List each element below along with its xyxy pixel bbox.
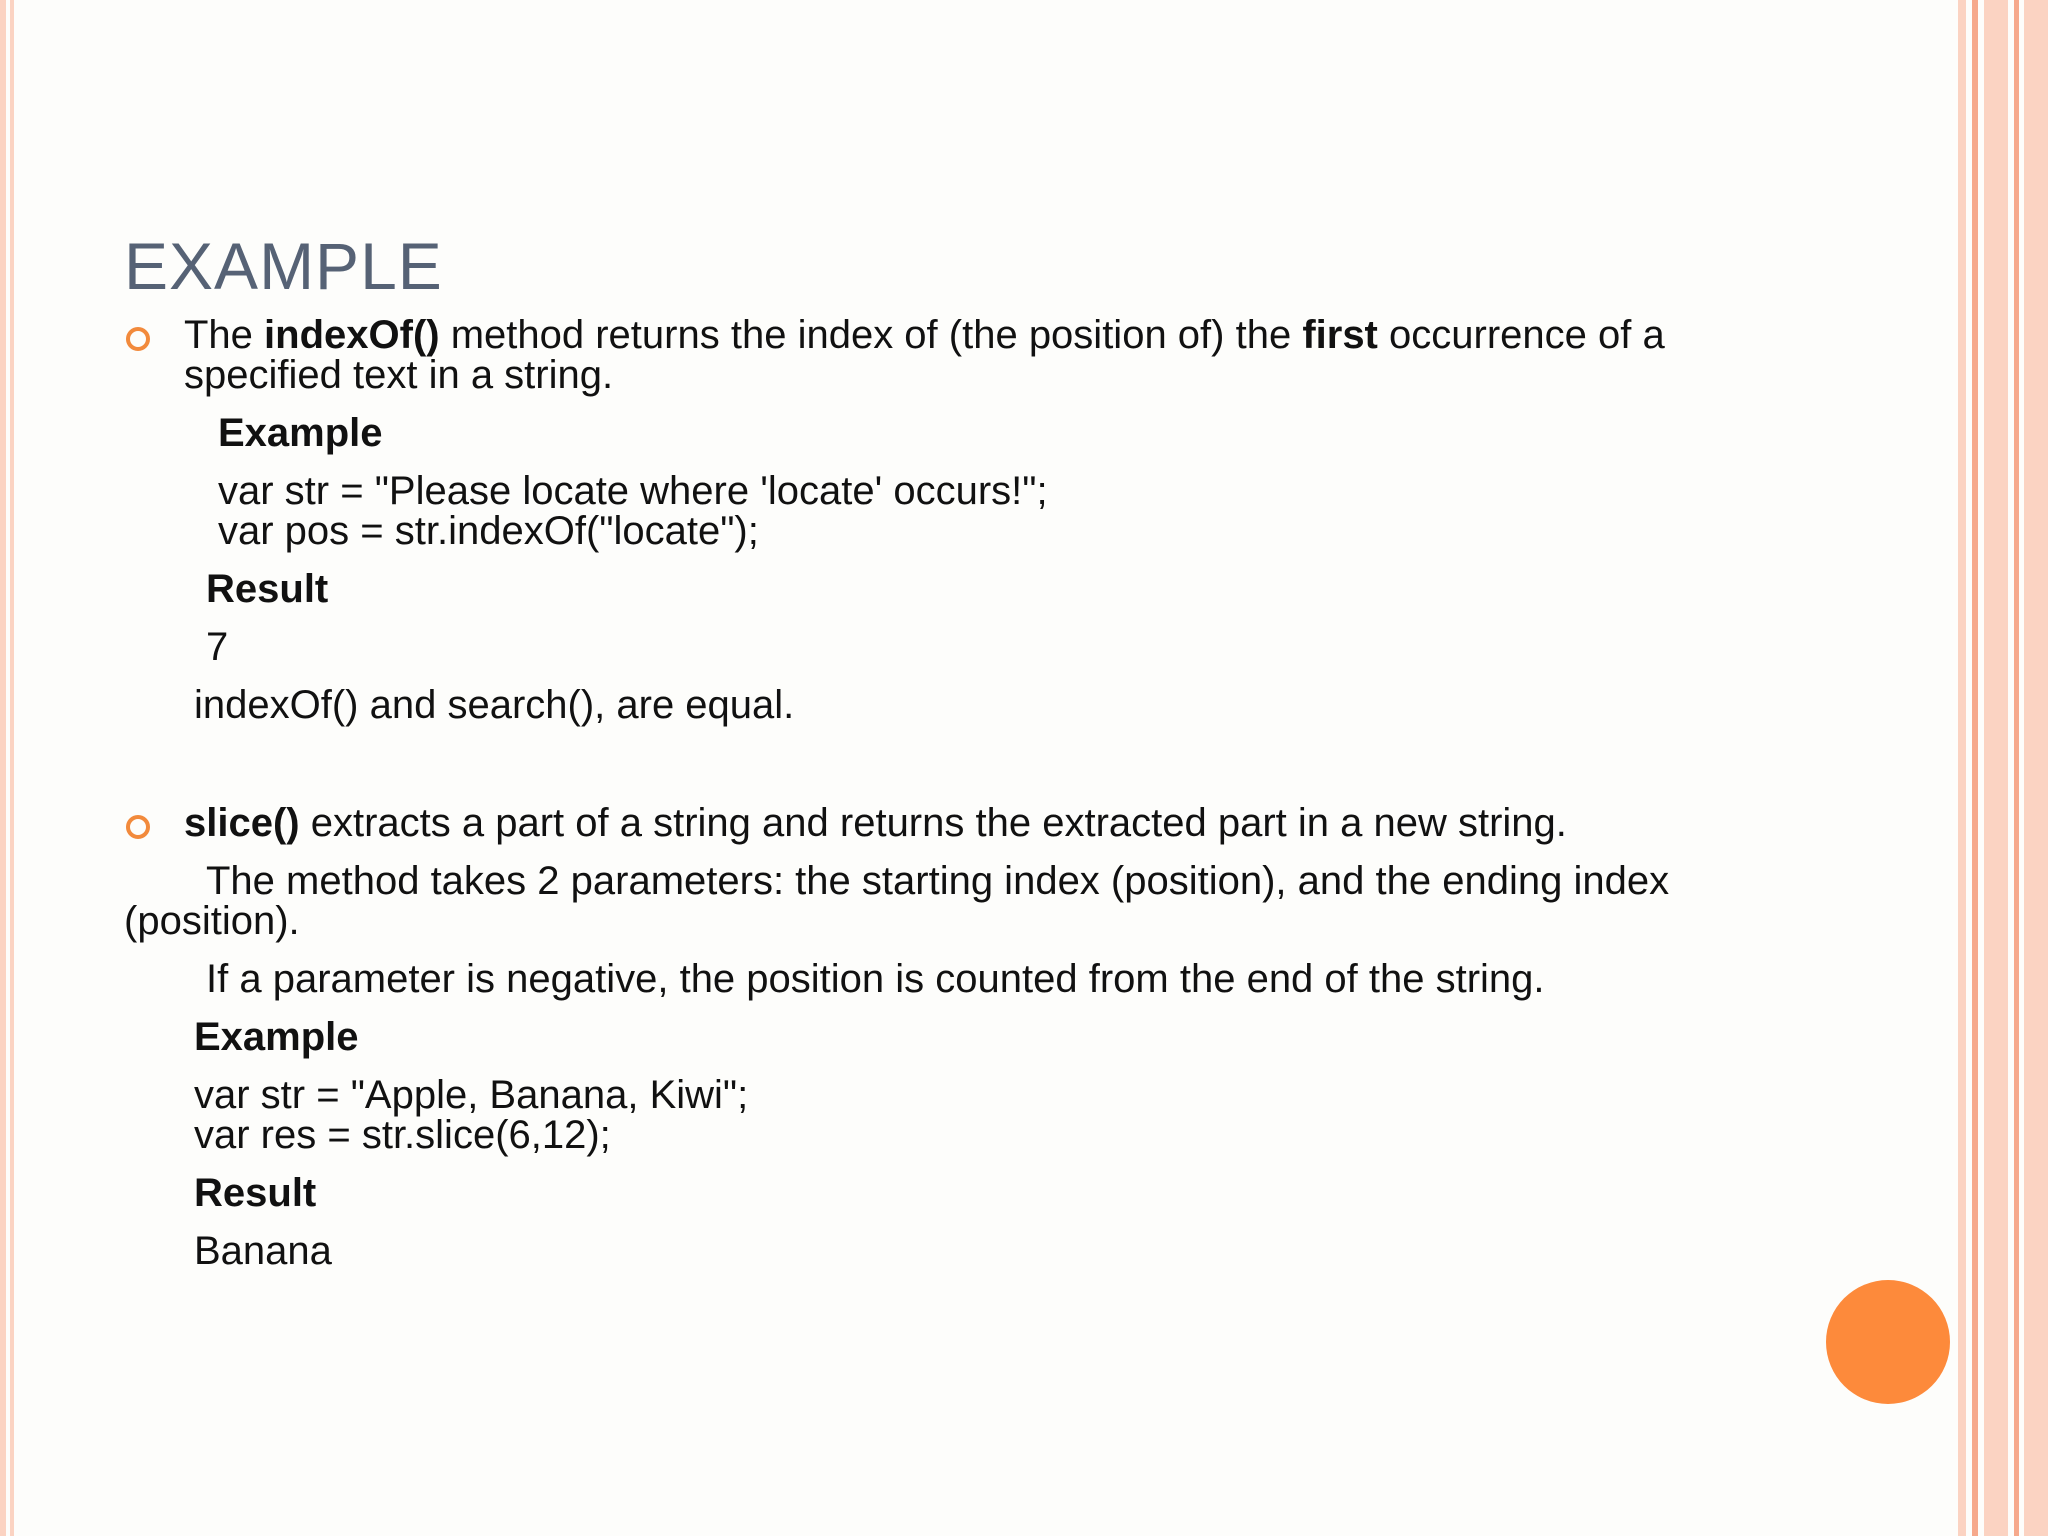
slice-negative-note: If a parameter is negative, the position is counted from the end of the string. (206, 957, 1545, 1001)
slice-params-line2: (position). (124, 899, 300, 943)
indexof-intro-line1 (184, 314, 1665, 356)
indexof-code-line2: var pos = str.indexOf("locate"); (218, 509, 759, 553)
indexof-result-value: 7 (206, 625, 229, 669)
slice-code-line1: var str = "Apple, Banana, Kiwi"; (194, 1073, 749, 1117)
indexof-first-emphasis: first (1302, 313, 1378, 357)
indexof-result-label: Result (206, 567, 329, 611)
indexof-example-label: Example (218, 411, 383, 455)
frame-stripe-left-edge-inner (10, 0, 14, 1536)
frame-stripe-right-1 (1958, 0, 1966, 1536)
indexof-method-name: indexOf() (264, 313, 440, 357)
frame-stripe-right-3 (1984, 0, 2008, 1536)
bullet-icon-slice (126, 815, 150, 839)
bullet-icon-indexof (126, 327, 150, 351)
slice-example-label: Example (194, 1015, 359, 1059)
slice-method-name: slice() (184, 801, 300, 845)
slice-result-label: Result (194, 1171, 317, 1215)
slice-intro-rest: extracts a part of a string and returns the extracted part in a new string. (299, 801, 1567, 845)
frame-stripe-right-4 (2014, 0, 2019, 1536)
decorative-circle (1826, 1280, 1950, 1404)
slice-intro-line (184, 802, 1567, 844)
indexof-code-line1: var str = "Please locate where 'locate' occurs!"; (218, 469, 1048, 513)
indexof-intro-line2: specified text in a string. (184, 353, 614, 397)
indexof-intro-part3: occurrence of a (1377, 313, 1665, 357)
slice-code-line2: var res = str.slice(6,12); (194, 1113, 611, 1157)
slice-params-line1: The method takes 2 parameters: the starting index (position), and the ending index (206, 859, 1670, 903)
frame-stripe-right-5 (2024, 0, 2048, 1536)
slide-title: EXAMPLE (124, 229, 443, 303)
slice-result-value: Banana (194, 1229, 332, 1273)
frame-stripe-right-2 (1972, 0, 1978, 1536)
indexof-intro-part1: The (184, 313, 265, 357)
indexof-note: indexOf() and search(), are equal. (194, 683, 795, 727)
frame-stripe-left-edge (0, 0, 6, 1536)
indexof-intro-part2: method returns the index of (the position of) the (439, 313, 1303, 357)
